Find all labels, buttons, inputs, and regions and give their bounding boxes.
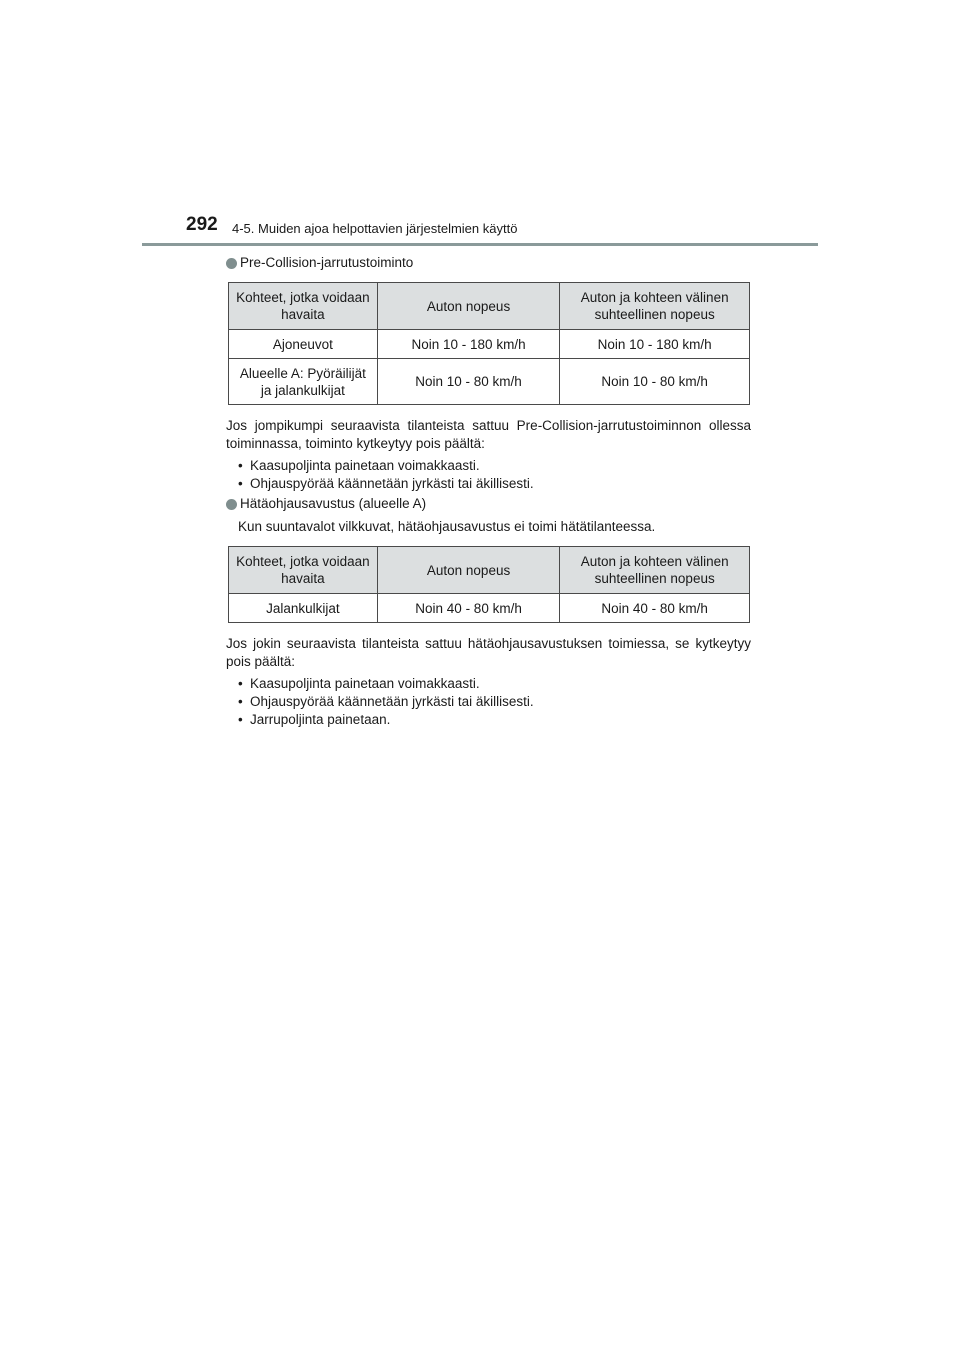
table-row	[229, 330, 750, 359]
body-paragraph: Jos jompikumpi seuraavista tilanteista sattuu Pre-Collision-jarrutustoiminnon ollessa toiminnassa, toiminto kytkeytyy pois päältä:	[226, 418, 751, 451]
list-item: • Ohjauspyörää käännetään jyrkästi tai äkillisesti.	[238, 475, 751, 493]
table-row	[229, 594, 750, 623]
table-cell: Noin 10 - 180 km/h	[560, 330, 750, 359]
table-header-cell: Auton nopeus	[377, 283, 560, 330]
table-header-cell: Auton nopeus	[377, 547, 560, 594]
condition-list	[226, 457, 751, 493]
note-paragraph: Kun suuntavalot vilkkuvat, hätäohjausavustus ei toimi hätätilanteessa.	[238, 519, 656, 534]
list-item: • Ohjauspyörää käännetään jyrkästi tai äkillisesti.	[238, 693, 751, 711]
table-cell: Ajoneuvot	[229, 330, 378, 359]
section-heading-text: Pre-Collision-jarrutustoiminto	[240, 255, 414, 270]
bullet-dot-icon	[226, 499, 237, 510]
header-rule	[142, 243, 818, 246]
body-paragraph: Jos jokin seuraavista tilanteista sattuu hätäohjausavustuksen toimiessa, se kytkeytyy pois päältä:	[226, 636, 751, 669]
table-header-row	[229, 283, 750, 330]
list-item: • Jarrupoljinta painetaan.	[238, 711, 751, 729]
page-content	[226, 254, 751, 729]
table-header-cell: Auton ja kohteen välinen suhteellinen nopeus	[560, 547, 750, 594]
table-header-cell: Auton ja kohteen välinen suhteellinen nopeus	[560, 283, 750, 330]
table-cell: Noin 10 - 80 km/h	[560, 359, 750, 405]
table-cell: Jalankulkijat	[229, 594, 378, 623]
table-row	[229, 359, 750, 405]
section-heading-text: Hätäohjausavustus (alueelle A)	[240, 496, 427, 511]
table-cell: Noin 40 - 80 km/h	[560, 594, 750, 623]
table-header-cell: Kohteet, jotka voidaan havaita	[229, 547, 378, 594]
emergency-steering-table	[228, 546, 750, 623]
table-cell: Alueelle A: Pyöräilijät ja jalankulkijat	[229, 359, 378, 405]
table-cell: Noin 10 - 80 km/h	[377, 359, 560, 405]
table-header-cell: Kohteet, jotka voidaan havaita	[229, 283, 378, 330]
condition-list	[226, 675, 751, 729]
page-number: 292	[186, 214, 218, 235]
list-item: • Kaasupoljinta painetaan voimakkaasti.	[238, 675, 751, 693]
section-heading-emergency-steering	[226, 495, 751, 513]
table-header-row	[229, 547, 750, 594]
table-cell: Noin 10 - 180 km/h	[377, 330, 560, 359]
chapter-title: 4-5. Muiden ajoa helpottavien järjestelmien käyttö	[232, 221, 518, 236]
bullet-dot-icon	[226, 258, 237, 269]
section-heading-pre-collision	[226, 254, 751, 272]
pre-collision-table	[228, 282, 750, 405]
table-cell: Noin 40 - 80 km/h	[377, 594, 560, 623]
list-item: • Kaasupoljinta painetaan voimakkaasti.	[238, 457, 751, 475]
